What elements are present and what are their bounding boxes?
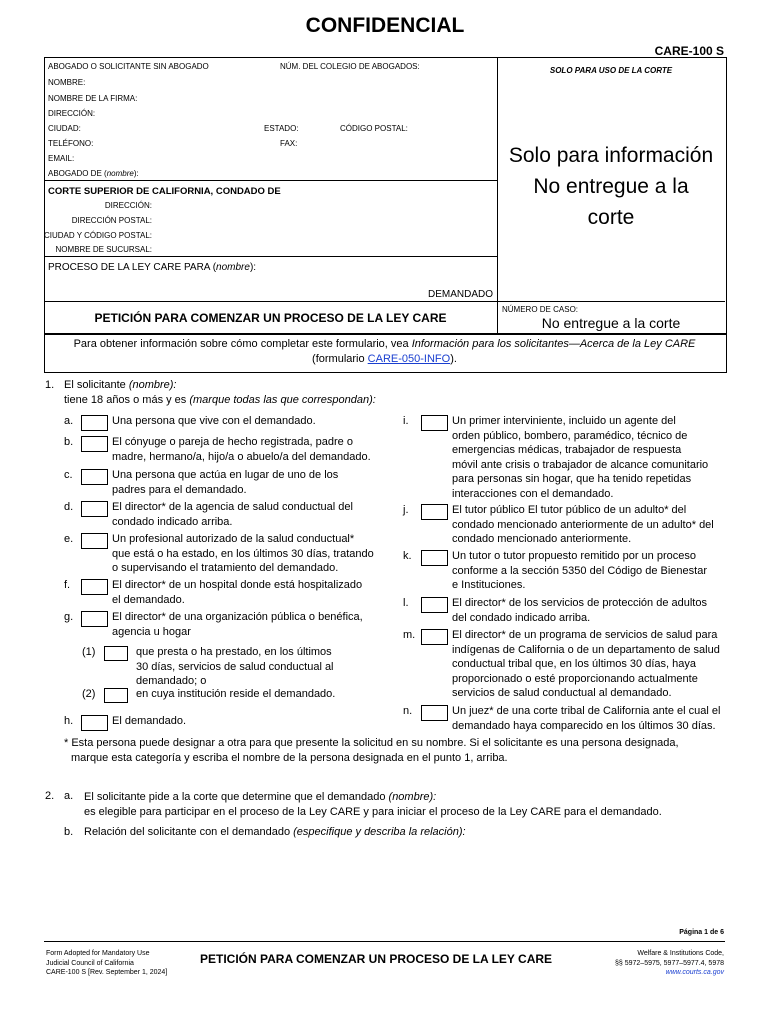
option-n-letter: n. (403, 705, 413, 717)
option-l-checkbox[interactable] (421, 597, 448, 613)
website-link[interactable]: www.courts.ca.gov (665, 969, 724, 976)
form-title: PETICIÓN PARA COMENZAR UN PROCESO DE LA LEY CARE (94, 311, 447, 325)
option-h-checkbox[interactable] (81, 715, 108, 731)
option-k-checkbox[interactable] (421, 550, 448, 566)
item2b-letter: b. (64, 826, 74, 838)
option-f-text: El director* de un hospital donde está hospitalizado el demandado. (112, 579, 363, 606)
option-g2-text: en cuya institución reside el demandado. (136, 688, 336, 700)
option-m-checkbox[interactable] (421, 629, 448, 645)
zip-label[interactable]: CÓDIGO POSTAL: (340, 124, 408, 133)
court-city-zip-label[interactable]: CIUDAD Y CÓDIGO POSTAL: (43, 231, 152, 240)
footnote: * Esta persona puede designar a otra para que presente la solicitud en su nombre. Si el solicitante es una persona designada, marque esta categoría y escriba el nombre de la persona designada en el punto 1, arriba. (64, 737, 679, 764)
option-i-letter: i. (403, 415, 409, 427)
case-number-label: NÚMERO DE CASO: (502, 305, 579, 314)
option-b-text: El cónyuge o pareja de hecho registrada, padre o madre, hermano/a, hijo/a o abuelo/a del demandado. (112, 436, 371, 463)
page-number: Página 1 de 6 (679, 929, 724, 936)
item2a-letter: a. (64, 790, 74, 802)
court-mailing-label[interactable]: DIRECCIÓN POSTAL: (71, 216, 152, 225)
option-b-letter: b. (64, 436, 74, 448)
proceeding-label[interactable]: PROCESO DE LA LEY CARE PARA (nombre): (48, 262, 257, 273)
option-g1-checkbox[interactable] (104, 646, 128, 661)
option-j-checkbox[interactable] (421, 504, 448, 520)
option-e-letter: e. (64, 533, 74, 545)
option-c-letter: c. (64, 469, 73, 481)
bar-number-label: NÚM. DEL COLEGIO DE ABOGADOS: (280, 62, 420, 71)
court-branch-label[interactable]: NOMBRE DE SUCURSAL: (55, 245, 152, 254)
state-label[interactable]: ESTADO: (264, 124, 299, 133)
option-d-text: El director* de la agencia de salud conductual del condado indicado arriba. (112, 501, 353, 528)
attorney-for-label[interactable]: ABOGADO DE (nombre): (48, 169, 139, 178)
option-g2-checkbox[interactable] (104, 688, 128, 703)
option-c-text: Una persona que actúa en lugar de uno de los padres para el demandado. (112, 469, 339, 496)
option-j-text: El tutor público El tutor público de un adulto* del condado mencionado anteriormente de un adulto* del condado mencionado anteriormente. (452, 504, 714, 545)
option-g-letter: g. (64, 611, 74, 623)
option-j-letter: j. (403, 504, 409, 516)
option-l-letter: l. (403, 597, 409, 609)
item2-number: 2. (45, 790, 55, 802)
option-i-checkbox[interactable] (421, 415, 448, 431)
watermark-text: Solo para información No entregue a la corte (508, 144, 714, 229)
care-050-info-link[interactable]: CARE-050-INFO (367, 353, 451, 365)
option-f-checkbox[interactable] (81, 579, 108, 595)
name-label[interactable]: NOMBRE: (48, 78, 86, 87)
option-a-letter: a. (64, 415, 74, 427)
option-b-checkbox[interactable] (81, 436, 108, 452)
option-g2-letter: (2) (82, 688, 96, 700)
item1-number: 1. (45, 379, 55, 391)
option-f-letter: f. (64, 579, 71, 591)
footer-title: PETICIÓN PARA COMENZAR UN PROCESO DE LA LEY CARE (200, 952, 553, 966)
page-title: CONFIDENCIAL (305, 14, 465, 37)
option-n-checkbox[interactable] (421, 705, 448, 721)
option-d-letter: d. (64, 501, 74, 513)
option-g-text: El director* de una organización pública o benéfica, agencia u hogar (112, 611, 363, 638)
case-number-value[interactable]: No entregue a la corte (541, 315, 681, 331)
option-g-checkbox[interactable] (81, 611, 108, 627)
option-l-text: El director* de los servicios de protección de adultos del condado indicado arriba. (452, 597, 707, 624)
option-a-text: Una persona que vive con el demandado. (112, 415, 316, 427)
address-label[interactable]: DIRECCIÓN: (48, 109, 96, 118)
option-h-letter: h. (64, 715, 74, 727)
fax-label[interactable]: FAX: (280, 139, 298, 148)
option-m-letter: m. (403, 629, 416, 641)
respondent-label: DEMANDADO (427, 289, 493, 300)
city-label[interactable]: CIUDAD: (48, 124, 81, 133)
item2a-text[interactable]: El solicitante pide a la corte que determine que el demandado (nombre): es elegible para participar en el proceso de la Ley CARE y para iniciar el proceso de la Ley CARE para el demandado. (84, 791, 662, 818)
phone-label[interactable]: TELÉFONO: (48, 139, 94, 148)
firm-label[interactable]: NOMBRE DE LA FIRMA: (48, 94, 138, 103)
option-m-text: El director* de un programa de servicios de salud para indígenas de California o de un departamento de salud conductual tribal que, en los últimos 30 días, haya proporcionado o esté proporcionando actualmente servicios de salud conductual al demandado. (452, 629, 720, 699)
item1-petitioner-label: El solicitante (nombre): (64, 379, 177, 391)
option-n-text: Un juez* de una corte tribal de California ante el cual el demandado haya comparecido en los últimos 30 días. (452, 705, 721, 732)
item2b-text[interactable]: Relación del solicitante con el demandado (especifique y describa la relación): (84, 826, 466, 838)
email-label[interactable]: EMAIL: (48, 154, 75, 163)
item1-age-line: tiene 18 años o más y es (marque todas las que correspondan): (64, 394, 376, 406)
option-k-letter: k. (403, 550, 412, 562)
option-g1-letter: (1) (82, 646, 96, 658)
court-heading: CORTE SUPERIOR DE CALIFORNIA, CONDADO DE (48, 186, 281, 197)
option-a-checkbox[interactable] (81, 415, 108, 431)
option-h-text: El demandado. (112, 715, 186, 727)
option-k-text: Un tutor o tutor propuesto remitido por un proceso conforme a la sección 5350 del Código de Bienestar e Instituciones. (452, 550, 707, 591)
option-e-text: Un profesional autorizado de la salud conductual* que está o ha estado, en los últimos 30 días, tratando o supervisando el tratamiento del demandado. (112, 533, 374, 574)
option-g1-text: que presta o ha prestado, en los últimos 30 días, servicios de salud conductual al demandado; o (136, 646, 334, 687)
code-citation: Welfare & Institutions Code, §§ 5972–5975, 5977–5977.4, 5978 www.courts.ca.gov (615, 950, 724, 976)
attorney-label: ABOGADO O SOLICITANTE SIN ABOGADO (48, 62, 209, 71)
court-street-label[interactable]: DIRECCIÓN: (104, 201, 152, 210)
info-text: Para obtener información sobre cómo completar este formulario, vea Información para los solicitantes—Acerca de la Ley CARE (formulario CARE-050-INFO). (73, 338, 696, 365)
option-e-checkbox[interactable] (81, 533, 108, 549)
form-code: CARE-100 S (654, 44, 724, 58)
option-c-checkbox[interactable] (81, 469, 108, 485)
option-d-checkbox[interactable] (81, 501, 108, 517)
court-use-label: SOLO PARA USO DE LA CORTE (549, 66, 673, 75)
option-i-text: Un primer interviniente, incluido un agente del orden público, bombero, paramédico, técnico de emergencias médicas, trabajador de respuesta móvil ante crisis o trabajador de alcance comunitario para personas sin hogar, que ha tenido repetidas interacciones con el demandado. (452, 415, 709, 500)
adopted-info: Form Adopted for Mandatory Use Judicial Council of California CARE-100 S [Rev. September 1, 2024] (46, 950, 168, 976)
